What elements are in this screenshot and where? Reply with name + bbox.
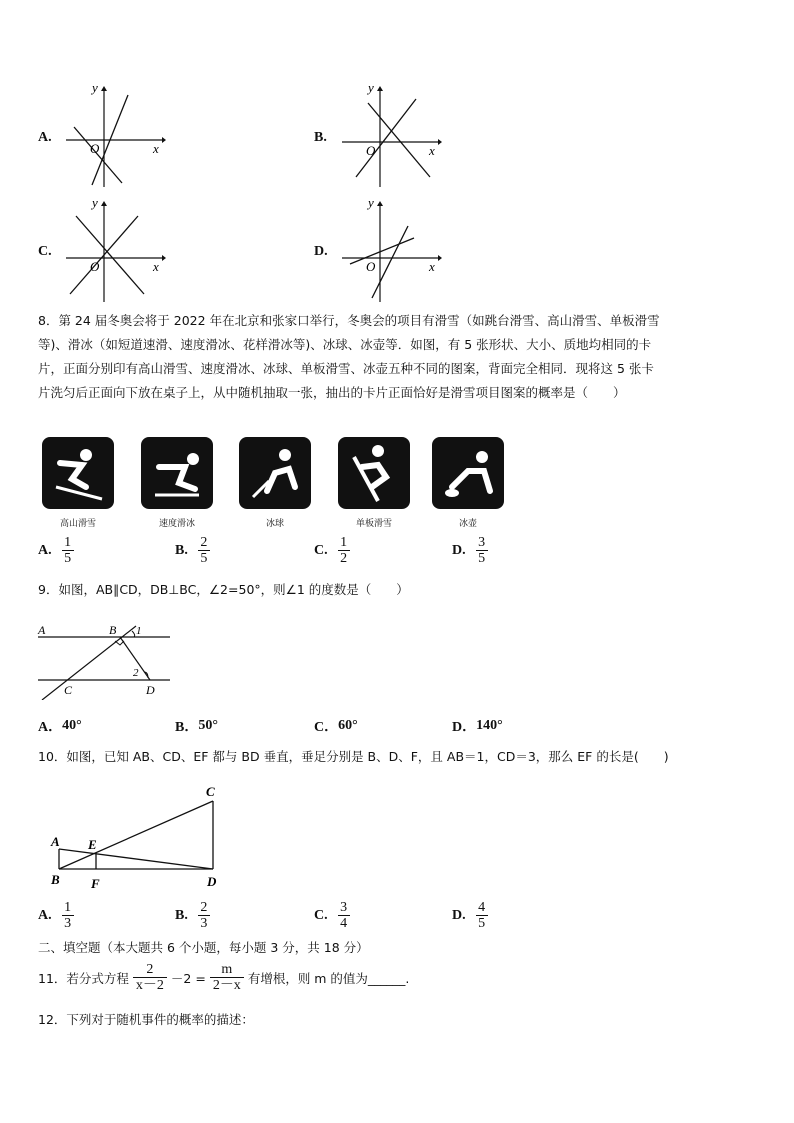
- graph-a-xlabel: x: [153, 141, 159, 156]
- point-b-label: B: [51, 872, 60, 887]
- graph-d-ylabel: y: [368, 200, 374, 210]
- graph-b-ylabel: y: [368, 85, 374, 95]
- point-d-label: D: [207, 874, 217, 889]
- fraction: [338, 535, 350, 566]
- point-a-label: A: [51, 834, 60, 849]
- angle-2-label: 2: [133, 667, 139, 679]
- graph-c-xlabel: x: [153, 259, 159, 274]
- q11-suffix: 有增根，则 m 的值为______.: [247, 970, 410, 986]
- denominator: 5: [478, 551, 486, 566]
- q8-text: [38, 309, 660, 405]
- option-value: 60°: [338, 718, 358, 733]
- q11-prefix: 11．若分式方程: [38, 970, 129, 986]
- q9-option-d[interactable]: [452, 716, 503, 736]
- graph-b-origin: O: [366, 143, 376, 158]
- option-label: A.: [38, 542, 52, 558]
- q9-option-a[interactable]: [38, 716, 82, 736]
- option-value: 50°: [198, 718, 218, 733]
- graph-a-ylabel: y: [92, 85, 98, 95]
- q8-line: 等)、滑冰（如短道速滑、速度滑冰、花样滑冰等)、冰球、冰壶等．如图，有 5 张形状、大小、质地均相同的卡: [38, 337, 652, 352]
- section-2-heading: 二、填空题（本大题共 6 个小题，每小题 3 分，共 18 分）: [38, 940, 369, 955]
- option-label: B.: [175, 542, 188, 558]
- q8-option-c[interactable]: [314, 535, 350, 566]
- graph-c-origin: O: [90, 259, 100, 274]
- fraction: [476, 900, 488, 931]
- graph-a-label: A.: [38, 130, 52, 145]
- option-value: 40°: [62, 718, 82, 733]
- fraction: [198, 535, 210, 566]
- graph-c-ylabel: y: [92, 200, 98, 210]
- option-value: 140°: [476, 718, 503, 733]
- q10-figure: [44, 780, 234, 896]
- fraction: [62, 900, 74, 931]
- q8-option-a[interactable]: [38, 535, 74, 566]
- graph-c: [62, 200, 166, 305]
- denominator: 5: [200, 551, 208, 566]
- q8-line: 8．第 24 届冬奥会将于 2022 年在北京和张家口举行，冬奥会的项目有滑雪（如跳台滑雪、高山滑雪、单板滑雪: [38, 313, 660, 328]
- denominator: 2: [340, 551, 348, 566]
- q10-text: 10．如图，已知 AB、CD、EF 都与 BD 垂直，垂足分别是 B、D、F，且 AB＝1，CD＝3，那么 EF 的长是( ): [38, 749, 669, 764]
- option-label: C.: [314, 907, 328, 923]
- point-c-label: C: [206, 784, 215, 799]
- graph-a-origin: O: [90, 141, 100, 156]
- graph-b-label: B.: [314, 130, 327, 145]
- point-c-label: C: [64, 683, 73, 697]
- card-label: 单板滑雪: [355, 519, 392, 529]
- card-label: 冰壶: [458, 519, 477, 529]
- graph-b-xlabel: x: [429, 143, 435, 158]
- q11-text: [38, 962, 409, 993]
- graph-a: [62, 85, 166, 190]
- numerator: 1: [64, 900, 72, 915]
- graph-d-origin: O: [366, 259, 376, 274]
- option-label: C．: [314, 720, 339, 735]
- numerator: 4: [478, 900, 486, 915]
- point-a-label: A: [38, 623, 46, 637]
- q8-option-d[interactable]: [452, 535, 488, 566]
- denominator: 5: [64, 551, 72, 566]
- graph-d-label: D.: [314, 244, 328, 259]
- q8-line: 片，正面分别印有高山滑雪、速度滑冰、冰球、单板滑雪、冰壶五种不同的图案，背面完全相同．现将这 5 张卡: [38, 361, 654, 376]
- q9-option-b[interactable]: [175, 716, 218, 736]
- fraction: [198, 900, 210, 931]
- point-d-label: D: [146, 683, 155, 697]
- denominator: 3: [200, 916, 208, 931]
- card-label: 冰球: [265, 519, 284, 529]
- graph-d-xlabel: x: [429, 259, 435, 274]
- alpine-skiing-icon: [42, 437, 114, 509]
- numerator: 1: [340, 535, 348, 550]
- denominator: 3: [64, 916, 72, 931]
- point-f-label: F: [91, 876, 100, 891]
- q9-text: 9．如图，AB∥CD，DB⊥BC，∠2=50°，则∠1 的度数是（ ）: [38, 582, 409, 597]
- fraction: [133, 962, 167, 993]
- option-label: D．: [452, 720, 477, 735]
- q8-option-b[interactable]: [175, 535, 210, 566]
- q10-option-d[interactable]: [452, 900, 488, 931]
- q12-text: 12．下列对于随机事件的概率的描述：: [38, 1012, 254, 1027]
- option-label: B．: [175, 720, 199, 735]
- option-label: A．: [38, 720, 63, 735]
- graph-b: [338, 85, 442, 190]
- curling-icon: [432, 437, 504, 509]
- numerator: 2: [200, 535, 208, 550]
- q11-mid: －2 =: [170, 970, 206, 986]
- fraction: [338, 900, 350, 931]
- denominator: 4: [340, 916, 348, 931]
- option-label: D.: [452, 542, 466, 558]
- fraction: [62, 535, 74, 566]
- graph-c-label: C.: [38, 244, 52, 259]
- snowboard-icon: [338, 437, 410, 509]
- q10-option-a[interactable]: [38, 900, 74, 931]
- numerator: m: [221, 962, 233, 977]
- numerator: 1: [64, 535, 72, 550]
- point-b-label: B: [109, 623, 117, 637]
- card-label: 速度滑冰: [158, 519, 195, 529]
- numerator: 3: [478, 535, 486, 550]
- numerator: 3: [340, 900, 348, 915]
- option-label: C.: [314, 542, 328, 558]
- denominator: x－2: [135, 978, 164, 993]
- option-label: B.: [175, 907, 188, 923]
- denominator: 2－x: [212, 978, 241, 993]
- option-label: A.: [38, 907, 52, 923]
- fraction: [476, 535, 488, 566]
- denominator: 5: [478, 916, 486, 931]
- numerator: 2: [146, 962, 154, 977]
- graph-d: [338, 200, 442, 305]
- q8-line: 片洗匀后正面向下放在桌子上，从中随机抽取一张，抽出的卡片正面恰好是滑雪项目图案的概率是（ ）: [38, 385, 626, 400]
- angle-1-label: 1: [136, 625, 142, 637]
- q9-option-c[interactable]: [314, 716, 358, 736]
- q9-figure: [36, 620, 176, 700]
- q10-option-c[interactable]: [314, 900, 350, 931]
- point-e-label: E: [88, 837, 97, 852]
- fraction: [210, 962, 244, 993]
- card-label: 高山滑雪: [59, 519, 96, 529]
- numerator: 2: [200, 900, 208, 915]
- q10-option-b[interactable]: [175, 900, 210, 931]
- speed-skating-icon: [141, 437, 213, 509]
- option-label: D.: [452, 907, 466, 923]
- ice-hockey-icon: [239, 437, 311, 509]
